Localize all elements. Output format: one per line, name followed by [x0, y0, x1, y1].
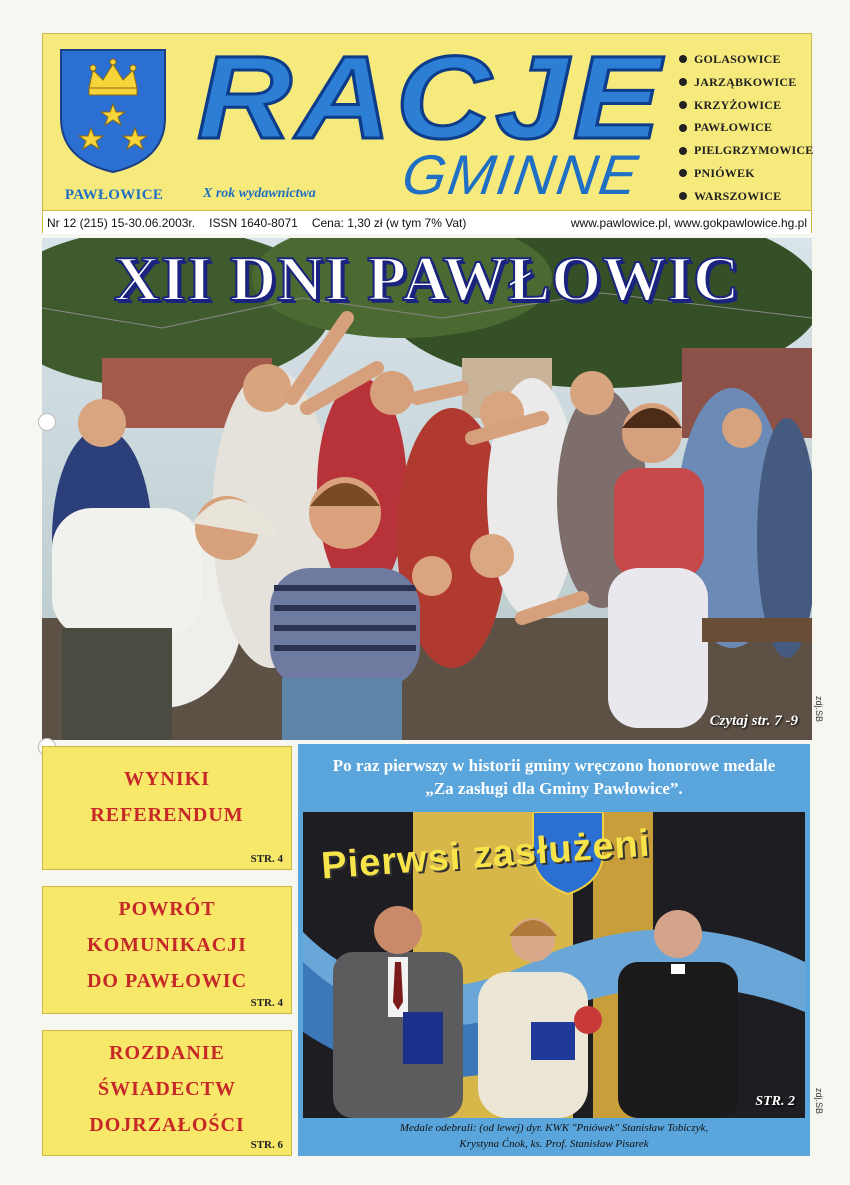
photo-credit: zdj.SB: [814, 1088, 824, 1115]
website-links[interactable]: www.pawlowice.pl, www.gokpawlowice.hg.pl: [570, 215, 807, 230]
page-reference: STR. 6: [250, 1139, 283, 1151]
feature-story: [298, 744, 810, 1156]
bullet-icon: [679, 78, 687, 86]
sidebar-item-transport[interactable]: [42, 886, 292, 1014]
sidebar-item-label: ŚWIADECTW: [98, 1078, 236, 1100]
sidebar-item-label: DOJRZAŁOŚCI: [89, 1114, 245, 1136]
binder-hole-icon: [38, 413, 56, 431]
masthead: [42, 33, 812, 233]
bullet-icon: [679, 192, 687, 200]
masthead-title: RACJE: [197, 38, 665, 158]
bullet-icon: [679, 147, 687, 155]
list-item: PIELGRZYMOWICE: [679, 139, 813, 162]
list-item: JARZĄBKOWICE: [679, 71, 813, 94]
price: Cena: 1,30 zł (w tym 7% Vat): [311, 215, 467, 230]
bullet-icon: [679, 55, 687, 63]
village-list: [679, 48, 813, 208]
main-headline: XII DNI PAWŁOWIC: [113, 243, 741, 314]
bullet-icon: [679, 101, 687, 109]
sidebar-item-certificates[interactable]: [42, 1030, 292, 1156]
list-item: KRZYŻOWICE: [679, 94, 813, 117]
issue-number: Nr 12 (215) 15-30.06.2003r.: [47, 215, 196, 230]
issue-info-bar: [43, 210, 811, 234]
sidebar-item-label: REFERENDUM: [90, 804, 244, 826]
feature-lead: Po raz pierwszy w historii gminy wręczono honorowe medale „Za zasługi dla Gminy Pawłowice”.: [332, 756, 776, 798]
sidebar-item-label: DO PAWŁOWIC: [86, 970, 248, 992]
photo-caption: Medale odebrali: (od lewej) dyr. KWK "Pniówek" Stanisław Tobiczyk, Krystyna Ćnok, ks. Prof. Stanisław Pisarek: [399, 1122, 709, 1150]
page-reference: STR. 4: [250, 853, 283, 865]
masthead-logo: [191, 38, 671, 158]
sidebar-item-referendum[interactable]: [42, 746, 292, 870]
issn: ISSN 1640-8071: [209, 215, 298, 230]
bullet-icon: [679, 124, 687, 132]
masthead-subtitle: GMINNE: [398, 143, 644, 206]
list-item: WARSZOWICE: [679, 185, 813, 208]
sidebar-item-label: WYNIKI: [123, 768, 210, 790]
coat-of-arms-icon: [59, 48, 167, 174]
read-more-link[interactable]: Czytaj str. 7 -9: [709, 713, 798, 729]
crest-label: PAWŁOWICE: [64, 187, 164, 203]
banner-text: Pierwsi zasłużeni: [319, 822, 652, 888]
photo-credit: zdj.SB: [814, 696, 824, 723]
sidebar-item-label: KOMUNIKACJI: [87, 934, 247, 956]
medal-ceremony-photo: [303, 812, 805, 1118]
sidebar-item-label: POWRÓT: [118, 898, 216, 920]
page-reference: STR. 2: [755, 1094, 795, 1109]
list-item: GOLASOWICE: [679, 48, 813, 71]
list-item: PNIÓWEK: [679, 162, 813, 185]
bullet-icon: [679, 169, 687, 177]
page-reference: STR. 4: [250, 997, 283, 1009]
tagline: X rok wydawnictwa: [203, 186, 316, 201]
main-photo: [42, 238, 812, 740]
list-item: PAWŁOWICE: [679, 116, 813, 139]
sidebar-item-label: ROZDANIE: [109, 1042, 225, 1064]
